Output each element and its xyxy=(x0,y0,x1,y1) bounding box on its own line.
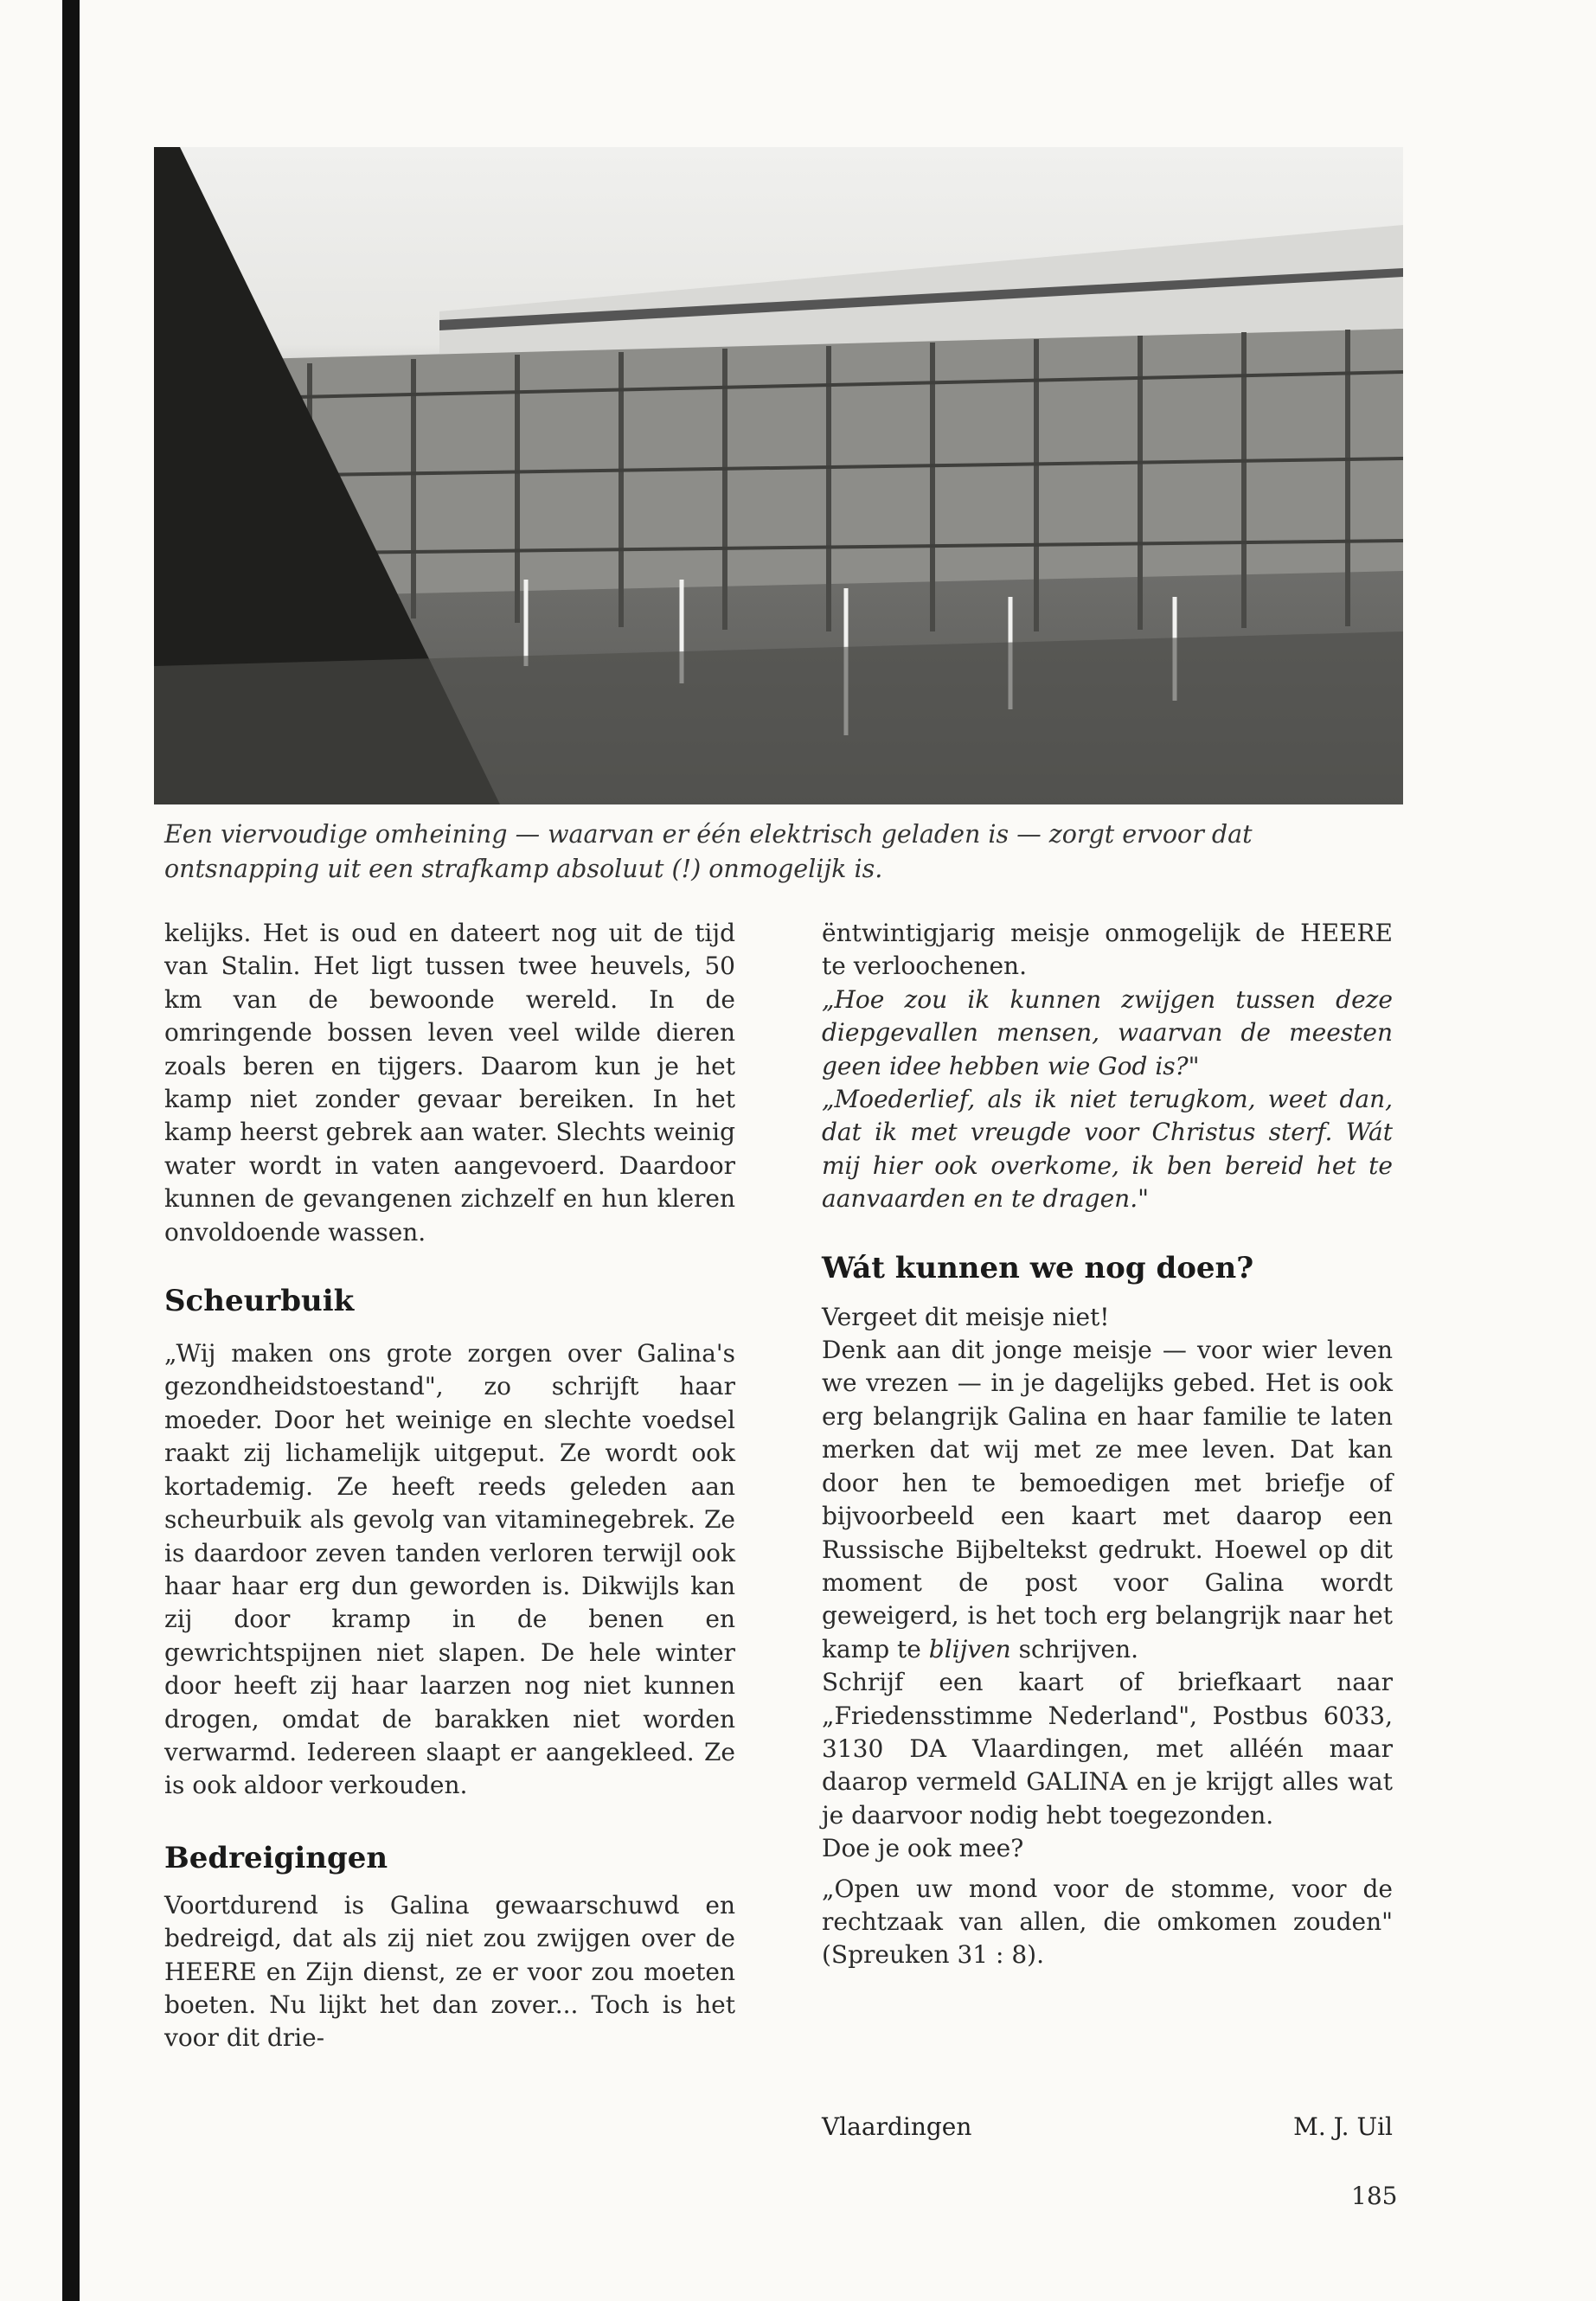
left-intro-paragraph: kelijks. Het is oud en dateert nog uit de tijd van Stalin. Het ligt tussen twee heuvels, 50 km van de bewoonde wereld. In de omringende bossen leven veel wilde dieren zoals beren en tijgers. Daarom kun je het kamp niet zonder gevaar bereiken. In het kamp heerst gebrek aan water. Slechts weinig water wordt in vaten aangevoerd. Daardoor kunnen de gevangenen zichzelf en hun kleren onvoldoende wassen. xyxy=(164,919,735,1247)
galina-quote-2: „Moederlief, als ik niet terugkom, weet dan, dat ik met vreugde voor Christus sterf. Wát mij hier ook overkome, ik ben bereid het te aanvaarden en te dragen." xyxy=(822,1085,1393,1214)
photo-caption: Een viervoudige omheining — waarvan er één elektrisch geladen is — zorgt ervoor dat ontsnapping uit een strafkamp absoluut (!) onmogelijk is. xyxy=(164,820,1253,883)
write-card-paragraph: Schrijf een kaart of briefkaart naar „Friedensstimme Nederland", Postbus 6033, 3130 DA Vlaardingen, met alléén maar daarop vermeld GALINA en je krijgt alles wat je daarvoor nodig hebt toegezonden. xyxy=(822,1668,1393,1830)
prayer-paragraph-text: Denk aan dit jonge meisje — voor wier leven we vrezen — in je dagelijks gebed. Het is ook erg belangrijk Galina en haar familie te laten merken dat wij met ze mee leven. Dat kan door hen te bemoedigen met briefje of bijvoorbeeld een kaart met daarop een Russische Bijbeltekst gedrukt. Hoewel op dit moment de post voor Galina wordt geweigerd, is het toch erg belangrijk naar het kamp te xyxy=(822,1336,1393,1663)
call-line-1: Vergeet dit meisje niet! xyxy=(822,1302,1110,1331)
blijven-emphasis: blijven xyxy=(928,1634,1011,1663)
page-edge-bar xyxy=(62,0,80,2301)
heading-bedreigingen: Bedreigingen xyxy=(164,1840,388,1875)
left-column xyxy=(164,917,735,2055)
right-intro-paragraph: ëntwintigjarig meisje onmogelijk de HEERE te verloochenen. xyxy=(822,919,1393,981)
photo-illustration xyxy=(154,147,1403,804)
heading-wat-kunnen-we-doen: Wát kunnen we nog doen? xyxy=(822,1250,1254,1285)
closing-bible-quote: „Open uw mond voor de stomme, voor de rechtzaak van allen, die omkomen zouden" (Spreuken 31 : 8). xyxy=(822,1874,1393,1970)
camp-fence-photo xyxy=(154,147,1403,804)
right-column xyxy=(822,917,1393,1972)
signature-place: Vlaardingen xyxy=(822,2112,972,2141)
prayer-paragraph-end: schrijven. xyxy=(1018,1634,1139,1663)
bedreigingen-paragraph: Voortdurend is Galina gewaarschuwd en bedreigd, dat als zij niet zou zwijgen over de HEERE en Zijn dienst, ze er voor zou moeten boeten. Nu lijkt het dan zover... Toch is het voor dit drie- xyxy=(164,1890,735,2053)
scheurbuik-paragraph: „Wij maken ons grote zorgen over Galina's gezondheidstoestand", zo schrijft haar moeder. Door het weinige en slechte voedsel raakt zij lichamelijk uitgeput. Ze wordt ook kortademig. Ze heeft reeds geleden aan scheurbuik als gevolg van vitaminegebrek. Ze is daardoor zeven tanden verloren terwijl ook haar haar erg dun geworden is. Dikwijls kan zij door kramp in de benen en gewrichtspijnen niet slapen. De hele winter door heeft zij haar laarzen nog niet kunnen drogen, omdat de barakken niet worden verwarmd. Iedereen slaapt er aangekleed. Ze is ook aldoor verkouden. xyxy=(164,1339,735,1800)
call-line-2: Doe je ook mee? xyxy=(822,1834,1024,1863)
galina-quote-1: „Hoe zou ik kunnen zwijgen tussen deze diepgevallen mensen, waarvan de meesten geen idee hebben wie God is?" xyxy=(822,984,1393,1080)
signature-author: M. J. Uil xyxy=(1293,2112,1393,2141)
page-number: 185 xyxy=(1351,2182,1398,2210)
prayer-paragraph xyxy=(822,1334,1393,1666)
heading-scheurbuik: Scheurbuik xyxy=(164,1284,355,1319)
